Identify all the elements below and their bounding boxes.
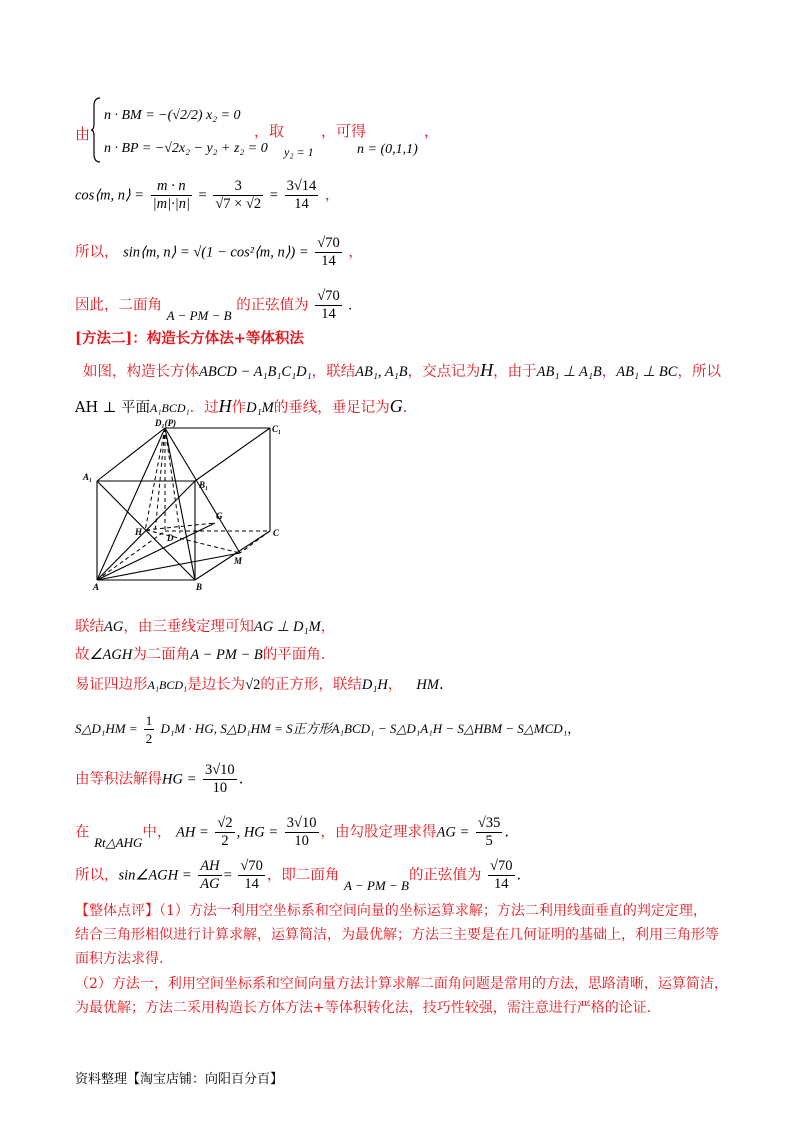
fraction-den: 2 — [145, 731, 153, 746]
quad-name: A₁BCD₁ — [147, 678, 188, 692]
fraction-num: √70 — [240, 858, 263, 874]
fraction-result — [315, 288, 341, 323]
cuboid-figure — [80, 418, 295, 600]
text: 中， — [142, 824, 172, 841]
review-line: 为最优解；方法二采用构造长方体方法+等体积转化法，技巧性较强，需注意进行严格的论证. — [75, 1000, 652, 1016]
fraction-num: 3√10 — [204, 762, 235, 778]
label-c1: C₁ — [272, 424, 282, 434]
fraction-den: |m|·|n| — [152, 196, 190, 212]
fraction-den: 10 — [212, 780, 228, 796]
left-brace-icon — [90, 96, 102, 164]
fraction-den: AG — [200, 876, 220, 892]
comma: ， — [567, 722, 581, 737]
area-equation — [75, 712, 580, 747]
fraction-den: 2 — [221, 833, 229, 849]
area-lhs: S△D₁HM = — [75, 721, 138, 736]
fraction-hg — [285, 815, 319, 850]
period: . — [238, 771, 244, 788]
plane-name: A₁BCD₁ — [149, 401, 190, 415]
fraction-den: 14 — [321, 253, 336, 269]
footer-source: 资料整理【淘宝店铺：向阳百分百】 — [75, 1072, 284, 1087]
fraction-den: 14 — [244, 876, 259, 892]
text: 由等积法解得 — [75, 771, 162, 788]
segment-hm: HM — [416, 677, 439, 693]
hg-lhs: , HG = — [236, 824, 279, 841]
hg-lhs: HG = — [162, 771, 197, 788]
fraction-num: √70 — [317, 235, 340, 251]
fraction-mn — [151, 178, 192, 213]
paragraph-construct — [83, 360, 721, 382]
fraction-den: 10 — [294, 833, 309, 849]
point-h: H — [218, 396, 232, 416]
you-text: 由 — [75, 125, 91, 143]
text: 如图，构造长方体 — [83, 364, 199, 380]
fraction-hg — [203, 762, 237, 797]
fraction-num: AH — [200, 858, 220, 874]
paragraph-final-sine — [75, 858, 521, 893]
fraction-num: 3√14 — [286, 178, 317, 194]
sin-line — [75, 235, 363, 270]
label-b: B — [196, 582, 203, 592]
text: ， — [320, 619, 336, 635]
comma: ， — [348, 244, 363, 261]
fraction-den: 14 — [321, 306, 336, 322]
label-m: M — [234, 556, 243, 566]
dihedral-angle: A − PM − B — [343, 877, 409, 893]
text: ，即二面角 — [266, 867, 340, 884]
text: ， — [601, 364, 617, 380]
fraction-den: 14 — [294, 196, 309, 212]
paragraph-hg — [75, 762, 243, 797]
label-a: A — [93, 582, 100, 592]
text: ，联结 — [311, 364, 356, 380]
review-line: （2）方法一，利用空间坐标系和空间向量方法计算求解二面角问题是常用的方法，思路清晰，运算简洁， — [75, 976, 728, 992]
label-g: G — [216, 511, 223, 521]
yinci-text: 因此，二面角 — [75, 297, 162, 314]
cuboid-name: ABCD − A₁B₁C₁D₁ — [199, 364, 312, 380]
fraction-num: √70 — [490, 858, 513, 874]
side-length: √2 — [245, 677, 261, 693]
review-line: 【整体点评】（1）方法一利用空坐标系和空间向量的坐标运算求解；方法二利用线面垂直的判定定理， — [75, 903, 707, 919]
text: 的正弦值为 — [408, 867, 482, 884]
text: ，交点记为 — [407, 364, 481, 380]
triangle-name: Rt△AHG — [94, 834, 143, 850]
sin-lhs: sin∠AGH = — [118, 867, 192, 884]
review-line: 面积方法求得. — [75, 951, 164, 967]
fraction-num: 1 — [145, 713, 153, 728]
kede-text: ，可得 — [321, 122, 367, 140]
segment-d1m: D₁M — [246, 400, 274, 416]
perp-relation: AB₁ ⊥ A₁B — [536, 364, 602, 380]
text: 故 — [75, 647, 90, 663]
label-b1: B₁ — [199, 480, 209, 490]
text: 为二面角 — [132, 647, 191, 663]
equals: = — [269, 187, 278, 204]
sine-value-text: 的正弦值为 — [236, 297, 309, 314]
fraction-ah-ag — [198, 858, 221, 893]
label-d1p: D₁(P) — [155, 418, 177, 428]
equals: = — [198, 187, 207, 204]
text: 的平面角. — [262, 647, 326, 663]
label-c: C — [273, 528, 280, 538]
fraction-num: √35 — [477, 815, 501, 831]
method-two-heading: [方法二]：构造长方体法+等体积法 — [75, 330, 304, 347]
text: 易证四边形 — [75, 677, 148, 693]
fraction-3 — [213, 178, 263, 213]
period: . — [348, 297, 352, 314]
text: ，由勾股定理求得 — [320, 824, 437, 841]
fraction-ag — [476, 815, 502, 850]
period: . — [438, 677, 444, 693]
fraction-result — [488, 858, 514, 893]
segment-d1h: D₁H — [361, 677, 388, 693]
cos-line — [75, 178, 339, 213]
sin-lhs: sin⟨m, n⟩ = √(1 − cos²⟨m, n⟩) = — [123, 244, 309, 261]
point-g: G — [389, 396, 403, 416]
text: 所以， — [75, 867, 119, 884]
text: 作 — [231, 400, 247, 416]
paragraph-plane-angle — [75, 645, 325, 665]
text: ．过 — [189, 400, 219, 416]
text: . — [402, 400, 408, 416]
label-a1: A₁ — [83, 472, 93, 482]
fraction-den: 5 — [485, 833, 493, 849]
fraction-result — [285, 178, 319, 213]
conclusion-line — [75, 288, 352, 323]
label-d: D — [167, 533, 174, 543]
y2-value: y₂ = 1 — [284, 145, 314, 159]
fraction-half — [144, 712, 155, 747]
take-text: ，取 — [254, 122, 285, 140]
equation-bm: n · BM = −(√2/2) x₂ = 0 — [104, 108, 241, 123]
fraction-den: 14 — [494, 876, 509, 892]
ah-lhs: AH = — [176, 824, 209, 841]
text: 在 — [75, 824, 90, 841]
text: ，由于 — [493, 364, 537, 380]
label-h: H — [135, 527, 143, 537]
point-h: H — [480, 360, 494, 380]
fraction-result — [315, 235, 341, 270]
period: . — [504, 824, 509, 841]
n-vector: n = (0,1,1) — [357, 142, 418, 157]
fraction-num: m · n — [151, 178, 192, 196]
area-rhs: D₁M · HG, S△D₁HM = S正方形A₁BCD₁ − S△D₁A₁H − S△HBM − S△MCD₁ — [160, 721, 568, 736]
text: 是边长为 — [187, 677, 246, 693]
fraction-num: √70 — [317, 288, 340, 304]
paragraph-right-triangle — [75, 815, 509, 850]
comma: ， — [424, 122, 440, 140]
paragraph-ah-perp — [75, 396, 407, 418]
segment-ag: AG — [104, 619, 124, 635]
equals: = — [223, 867, 232, 884]
equation-bp: n · BP = −√2x₂ − y₂ + z₂ = 0 — [104, 141, 268, 156]
text: 联结 — [75, 619, 104, 635]
segments: AB₁, A₁B — [355, 364, 408, 380]
review-line: 结合三角形相似进行计算求解，运算简洁，为最优解；方法三主要是在几何证明的基础上，利用三角形等 — [75, 927, 719, 943]
text: ，由三垂线定理可知 — [123, 619, 254, 635]
fraction-den: √7 × √2 — [215, 196, 262, 212]
period: . — [516, 867, 522, 884]
cos-lhs: cos⟨m, n⟩ = — [75, 187, 145, 204]
text: ，所以 — [677, 364, 721, 380]
angle-agh: ∠AGH — [89, 647, 133, 663]
text: 的垂线，垂足记为 — [273, 400, 390, 416]
fraction-num: 3 — [213, 178, 263, 196]
dihedral-angle: A − PM − B — [166, 307, 232, 323]
fraction-ah — [215, 815, 234, 850]
suoyi-text: 所以， — [75, 244, 119, 261]
fraction-num: 3√10 — [286, 815, 317, 831]
paragraph-three-perp — [75, 617, 335, 637]
text: ， — [387, 677, 403, 693]
fraction-result — [238, 858, 264, 893]
ag-lhs: AG = — [436, 824, 470, 841]
comma: ， — [324, 187, 340, 204]
text: 的正方形，联结 — [260, 677, 362, 693]
paragraph-square — [75, 675, 444, 695]
perp-relation: AG ⊥ D₁M — [253, 619, 321, 635]
dihedral-angle: A − PM − B — [190, 647, 263, 663]
fraction-num: √2 — [217, 815, 233, 831]
ah-perp-plane: AH ⊥ 平面 — [75, 400, 150, 416]
perp-relation: AB₁ ⊥ BC — [616, 364, 678, 380]
